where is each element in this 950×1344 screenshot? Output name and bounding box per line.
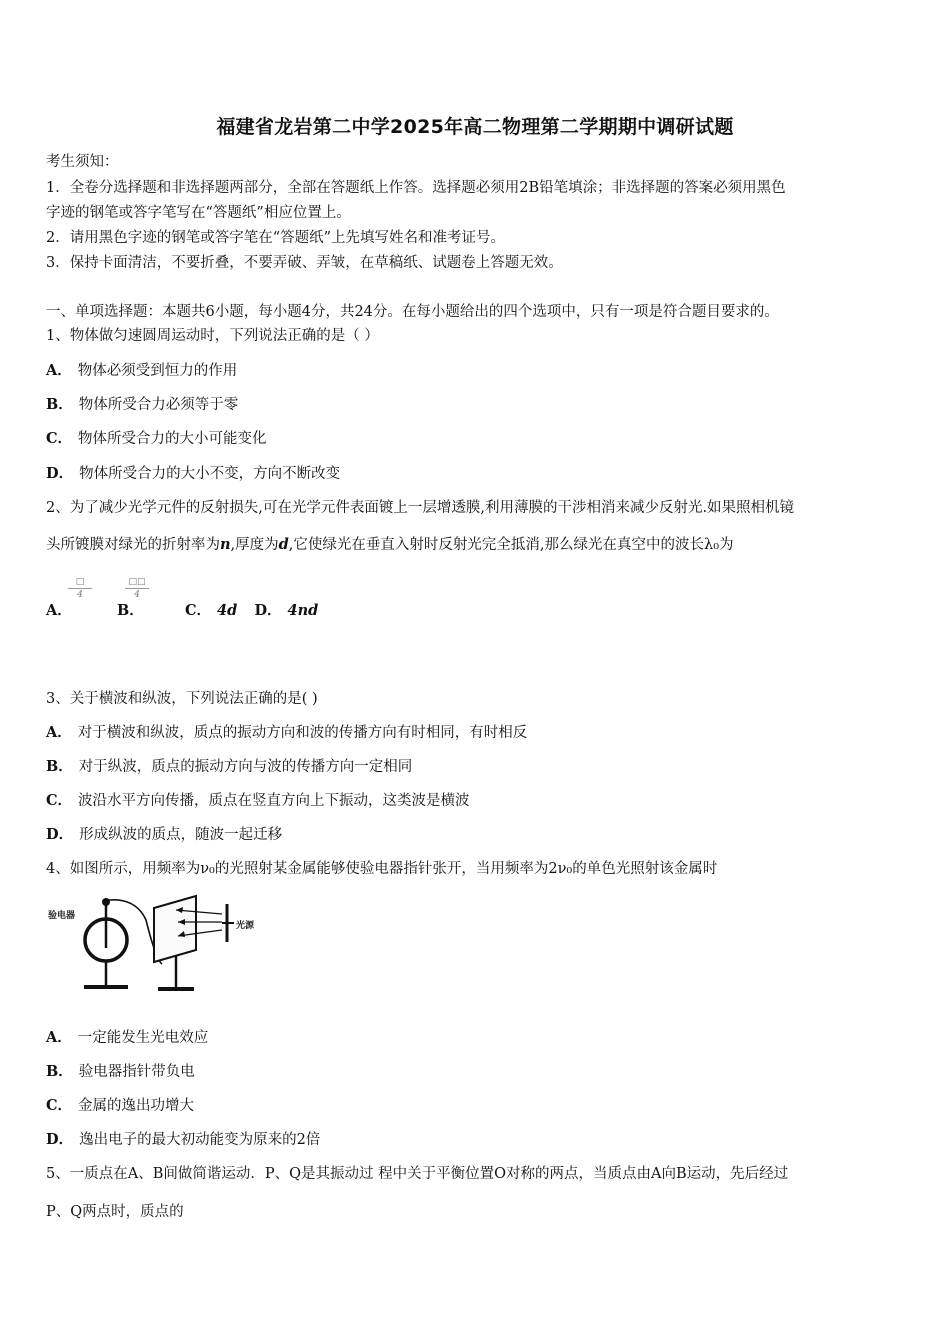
option-text: 金属的逸出功增大 (78, 1098, 195, 1114)
question-1-option-a (46, 361, 237, 381)
question-4-option-c (46, 1096, 194, 1116)
stem-text: 头所镀膜对绿光的折射率为 (46, 537, 220, 553)
fraction-numerator: □□ (125, 577, 149, 589)
question-3-stem: 3、关于横波和纵波，下列说法正确的是( ) (46, 691, 318, 707)
option-d-label: D． (254, 602, 282, 619)
fraction-denominator: 4 (134, 590, 140, 600)
notice-heading: 考生须知： (46, 154, 119, 170)
notice-item-1: 1．全卷分选择题和非选择题两部分，全部在答题纸上作答。选择题必须用2B铅笔填涂；非选择题的答案必须用黑色 (46, 180, 786, 196)
notice-item-2: 2．请用黑色字迹的钢笔或答字笔在“答题纸”上先填写姓名和准考证号。 (46, 230, 506, 246)
question-1-option-c (46, 429, 267, 449)
page-title: 福建省龙岩第二中学2025年高二物理第二学期期中调研试题 (216, 116, 734, 138)
metal-plate (154, 896, 196, 962)
fraction-a (68, 577, 92, 601)
question-2-stem-cont (46, 535, 734, 555)
fraction-numerator: □ (68, 577, 92, 589)
option-text: 逸出电子的最大初动能变为原来的2倍 (79, 1132, 321, 1148)
option-text: 对于纵波，质点的振动方向与波的传播方向一定相同 (78, 759, 413, 775)
option-label: B． (46, 758, 73, 775)
option-label: B． (46, 1063, 73, 1080)
option-d-value: 4nd (287, 602, 319, 619)
stem-text: ,厚度为 (230, 537, 279, 553)
electroscope-figure (46, 890, 262, 1000)
fraction-denominator: 4 (77, 590, 83, 600)
option-label: C． (46, 430, 73, 447)
option-a-label: A． (46, 602, 72, 619)
variable-d: d (278, 536, 289, 553)
question-4-stem: 4、如图所示，用频率为ν₀的光照射某金属能够使验电器指针张开，当用频率为2ν₀的单色光照射该金属时 (46, 861, 718, 877)
question-1-stem: 1、物体做匀速圆周运动时，下列说法正确的是（ ） (46, 328, 379, 344)
option-label: D． (46, 1131, 74, 1148)
electroscope-ball (102, 898, 110, 906)
question-3-option-b (46, 757, 412, 777)
question-4-option-d (46, 1130, 320, 1150)
question-4-option-a (46, 1028, 208, 1048)
question-3-option-c (46, 791, 470, 811)
option-label: D． (46, 465, 74, 482)
stem-text: ,它使绿光在垂直入射时反射光完全抵消,那么绿光在真空中的波长λ₀为 (288, 537, 734, 553)
option-label: D． (46, 826, 74, 843)
question-1-option-b (46, 395, 238, 415)
question-1-option-d (46, 464, 340, 484)
option-text: 一定能发生光电效应 (77, 1030, 209, 1046)
figure-label-electroscope: 验电器 (48, 911, 76, 921)
option-text: 物体所受合力必须等于零 (78, 397, 239, 413)
variable-n: n (220, 536, 231, 553)
option-text: 形成纵波的质点，随波一起迁移 (79, 827, 283, 843)
question-4-option-b (46, 1062, 195, 1082)
option-b-label: B． (116, 602, 144, 619)
question-2-stem: 2、为了减少光学元件的反射损失,可在光学元件表面镀上一层增透膜,利用薄膜的干涉相消来减少反射光.如果照相机镜 (46, 500, 795, 516)
option-text: 物体所受合力的大小可能变化 (78, 431, 267, 447)
question-3-option-a (46, 723, 527, 743)
figure-label-light-source: 光源 (236, 921, 255, 931)
option-label: A． (46, 362, 72, 379)
option-text: 对于横波和纵波，质点的振动方向和波的传播方向有时相同，有时相反 (77, 725, 528, 741)
option-label: A． (46, 1029, 72, 1046)
question-2-options (46, 601, 318, 621)
option-text: 波沿水平方向传播，质点在竖直方向上下振动，这类波是横波 (78, 793, 470, 809)
option-label: B． (46, 396, 73, 413)
notice-item-1-cont: 字迹的钢笔或答字笔写在“答题纸”相应位置上。 (46, 205, 351, 221)
option-text: 物体必须受到恒力的作用 (77, 363, 238, 379)
option-label: C． (46, 792, 73, 809)
option-text: 物体所受合力的大小不变，方向不断改变 (79, 466, 341, 482)
option-c-value: 4d (217, 602, 238, 619)
question-5-stem: 5、一质点在A、B间做简谐运动．P、Q是其振动过 程中关于平衡位置O对称的两点，当质点由A向B运动，先后经过 (46, 1166, 789, 1182)
notice-item-3: 3．保持卡面清洁，不要折叠，不要弄破、弄皱，在草稿纸、试题卷上答题无效。 (46, 255, 563, 271)
option-label: A． (46, 724, 72, 741)
fraction-b (125, 577, 149, 601)
section-heading: 一、单项选择题：本题共6小题，每小题4分，共24分。在每小题给出的四个选项中，只有一项是符合题目要求的。 (46, 304, 779, 320)
question-5-stem-cont: P、Q两点时，质点的 (46, 1204, 184, 1220)
question-3-option-d (46, 825, 282, 845)
option-c-label: C． (184, 602, 212, 619)
option-text: 验电器指针带负电 (78, 1064, 195, 1080)
option-label: C． (46, 1097, 73, 1114)
